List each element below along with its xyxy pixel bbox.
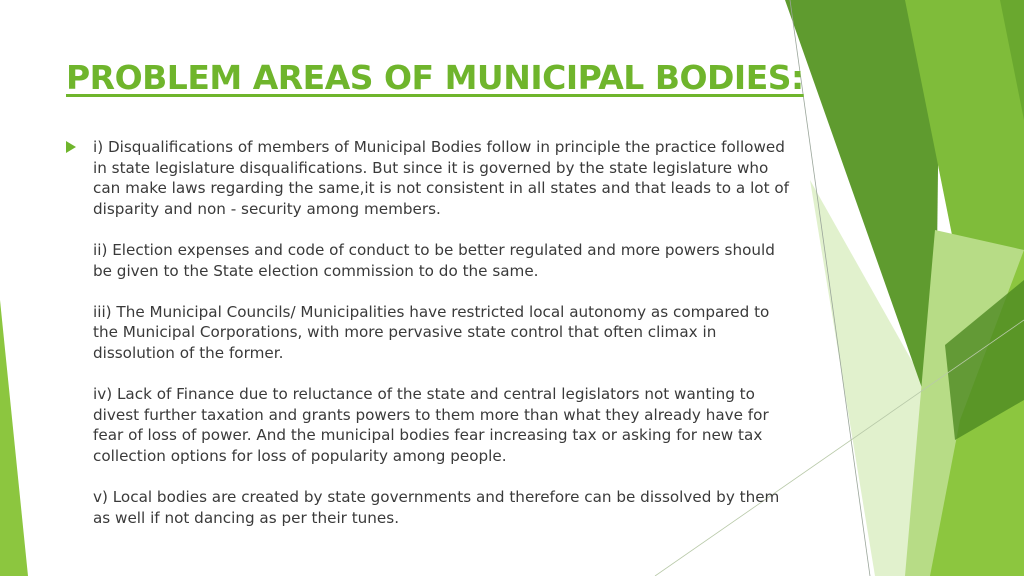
right-triangle-bullet-icon [66,141,76,153]
slide-body-text [93,137,833,528]
paragraph-local-bodies: v) Local bodies are created by state governments and therefore can be dissolved by them as well if not dancing as per their tunes. [93,488,780,527]
paragraph-municipal-councils: iii) The Municipal Councils/ Municipalities have restricted local autonomy as compared to the Municipal Corporations, with more pervasive state control that often climax in dissolution of the former. [93,302,770,362]
left-edge-shape [0,300,28,576]
slide-title: PROBLEM AREAS OF MUNICIPAL BODIES: [66,58,804,97]
paragraph-lack-of-finance: iv) Lack of Finance due to reluctance of the state and central legislators not wanting to divest further taxation and grants powers to them more than what they already have for fear of loss of power. And the municipal bodies fear increasing tax or asking for new tax collection options for loss of popularity among people. [93,385,769,465]
paragraph-disqualifications: i) Disqualifications of members of Municipal Bodies follow in principle the practice followed in state legislature disqualifications. But since it is governed by the state legislature who can make laws regarding the same,it is not consistent in all states and that leads to a lot of disparity and non - security among members. [93,138,789,218]
paragraph-election-expenses: ii) Election expenses and code of conduct to be better regulated and more powers should be given to the State election commission to do the same. [93,240,775,280]
